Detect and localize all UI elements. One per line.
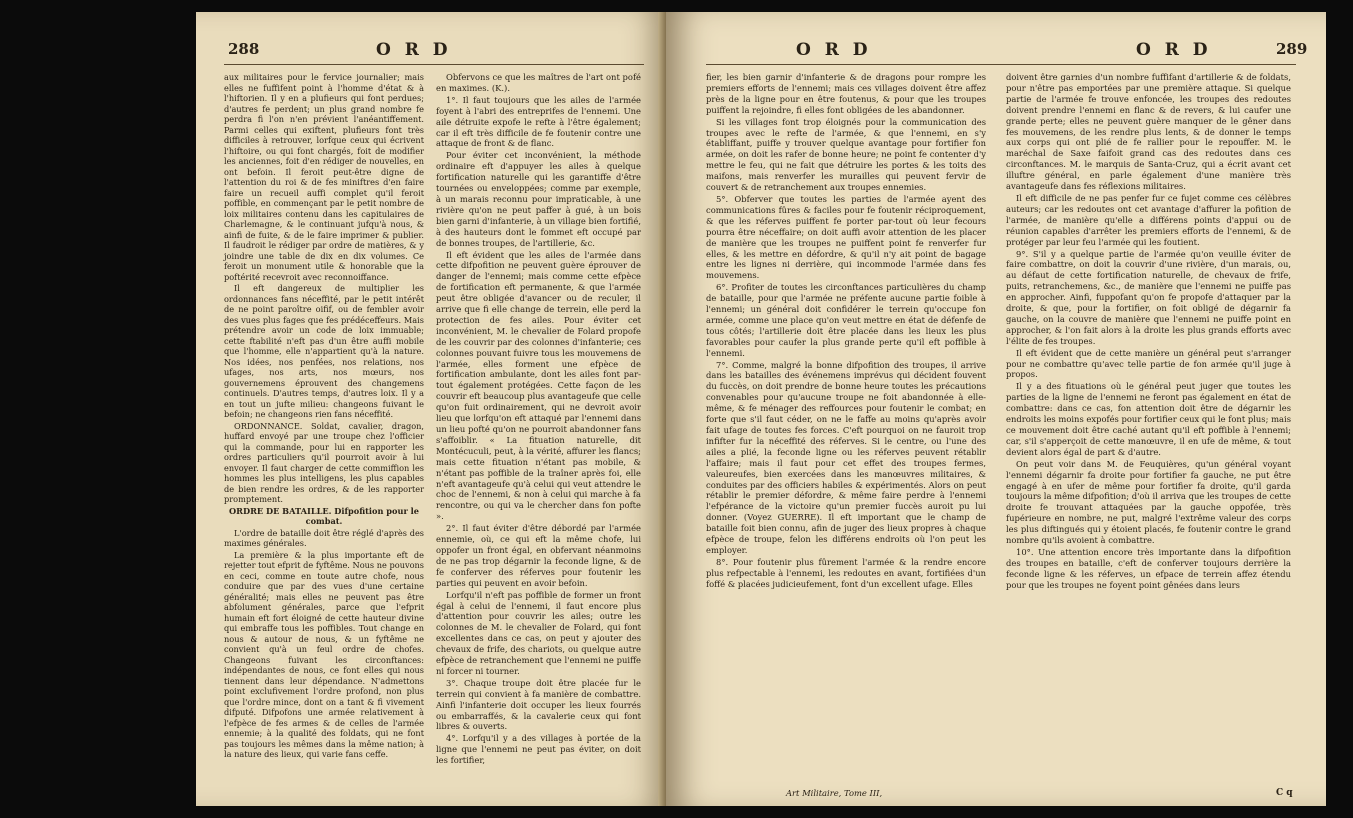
text-column-1	[706, 72, 986, 591]
running-header: O R D	[1136, 40, 1212, 60]
running-header: O R D	[796, 40, 872, 60]
paragraph: Lorfqu'il n'eft pas poffible de former un front égal à celui de l'ennemi, il faut encore plus d'attention pour couvrir les ailes; outre les colonnes de M. le chevalier de Folard, qui font excellentes dans ce cas, on peut y ajouter des chevaux de frife, des chariots, ou quelque autre efpèce de retranchement que l'ennemi ne puiffe ni forcer ni tourner.	[436, 589, 641, 676]
paragraph: Pour éviter cet inconvénient, la méthode ordinaire eft d'appuyer les ailes à quelque fortification naturelle qui les garantiffe d'être tournées ou enveloppées; comme par exemple, à un marais reconnu pour impraticable, à une rivière qu'on ne peut paffer à gué, à un bois bien garni d'infanterie, à un village bien fortifié, à des hauteurs dont le fommet eft occupé par de bonnes troupes, de l'artillerie, &c.	[436, 150, 641, 248]
paragraph: Obfervons ce que les maîtres de l'art ont pofé en maximes. (K.).	[436, 72, 641, 93]
open-book	[196, 12, 1326, 808]
header-rule	[706, 64, 1296, 65]
text-column-2	[1006, 72, 1291, 592]
paragraph: 9°. S'il y a quelque partie de l'armée qu'on veuille éviter de faire combattre, on doit la couvrir d'une rivière, d'un marais, ou, au défaut de cette fortification naturelle, de chevaux de frife, puits, retranchemens, &c., de manière que l'ennemi ne puiffe pas en approcher. Ainfi, fuppofant qu'on fe propofe d'attaquer par la droite, & que, pour la fortifier, on foit obligé de dégarnir fa gauche, on la couvre de manière que l'ennemi ne puiffe point en approcher, & l'on fait alors à la droite les plus grands efforts avec l'élite de fes troupes.	[1006, 248, 1291, 346]
left-page	[196, 12, 666, 806]
paragraph: Il eft évident que les ailes de l'armée dans cette difpofition ne peuvent guère éprouver de danger de l'ennemi; mais comme cette efpèce de fortification eft permanente, & que l'armée peut être obligée d'avancer ou de reculer, il arrive que fi elle change de terrein, elle perd la protection de fes ailes. Pour éviter cet inconvénient, M. le chevalier de Folard propofe de les couvrir par des colonnes d'infanterie; ces colonnes pouvant fuivre tous les mouvemens de l'armée, elles forment une efpèce de fortification ambulante, dont les ailes font par-tout également protégées. Cette façon de les couvrir eft beaucoup plus avantageufe que celle qu'on fuit ordinairement, qui ne devroit avoir lieu que lorfqu'on eft attaqué par l'ennemi dans un lieu pofté qu'on ne pourroit abandonner fans s'affoiblir. « La fituation naturelle, dit Montécuculi, peut, à la vérité, affurer les flancs; mais cette fituation n'étant pas mobile, & n'étant pas poffible de la traîner après foi, elle n'eft avantageufe qu'à celui qui veut attendre le choc de l'ennemi, & non à celui qui marche à fa rencontre, ou qui va le chercher dans fon pofte ».	[436, 249, 641, 522]
paragraph: fier, les bien garnir d'infanterie & de dragons pour rompre les premiers efforts de l'ennemi; mais ces villages doivent être affez près de la ligne pour en être foutenus, & pour que les troupes puiffent la rejoindre, fi elles font obligées de les abandonner.	[706, 72, 986, 115]
section-heading: ORDRE DE BATAILLE. Difpofition pour le combat.	[229, 505, 419, 526]
running-header: O R D	[376, 40, 452, 60]
paragraph: Il y a des fituations où le général peut juger que toutes les parties de la ligne de l'ennemi ne feront pas également en état de combattre: dans ce cas, fon attention doit être de dégarnir les endroits les moins expofés pour fortifier ceux qui le font plus; mais ce mouvement doit être caché autant qu'il eft poffible à l'ennemi; car, s'il s'apperçoit de cette manœuvre, il en ufe de même, & tout devient alors égal de part & d'autre.	[1006, 381, 1291, 457]
signature-mark: C q	[1276, 788, 1293, 798]
paragraph: 10°. Une attention encore très importante dans la difpofition des troupes en bataille, c'eft de conferver toujours derrière la feconde ligne & les réferves, un efpace de terrein affez étendu pour que les troupes ne foyent point gênées dans leurs	[1006, 546, 1291, 590]
header-rule	[224, 64, 644, 65]
paragraph: 6°. Profiter de toutes les circonftances particulières du champ de bataille, pour que l'armée ne préfente aucune partie foible à l'ennemi; un général doit confidérer le terrein qu'occupe fon armée, comme une place qu'on veut mettre en état de défenfe de tous côtés; l'artillerie doit être placée dans les lieux les plus favorables pour caufer la plus grande perte qu'il eft poffible à l'ennemi.	[706, 282, 986, 358]
paragraph: 5°. Obferver que toutes les parties de l'armée ayent des communications fûres & faciles pour fe foutenir réciproquement, & que les réferves puiffent fe porter par-tout où leur fecours pourra être néceffaire; on doit auffi avoir attention de les placer de manière que les troupes ne puiffent point fe renverfer fur elles, & les mettre en défordre, & qu'il n'y ait point de bagage entre les lignes ni derrière, qui incommode l'armée dans fes mouvemens.	[706, 193, 986, 281]
paragraph: On peut voir dans M. de Feuquières, qu'un général voyant l'ennemi dégarnir fa droite pour fortifier fa gauche, ne put être engagé à en ufer de même pour fortifier fa droite, qu'il garda toujours la même difpofition; d'où il arriva que les troupes de cette droite fe trouvant attaquées par la gauche oppofée, très fupérieure en nombre, ne put, malgré l'extrême valeur des corps les plus diftingués qui y étoient placés, fe foutenir contre le grand nombre qu'ils avoient à combattre.	[1006, 458, 1291, 546]
paragraph: La première & la plus importante eft de rejetter tout efprit de fyftême. Nous ne pouvons en ceci, comme en toute autre chofe, nous conduire que par des vues d'une certaine généralité; mais elles ne peuvent pas être abfolument générales, parce que l'efprit humain eft fort éloigné de cette hauteur divine qui embraffe tous les poffibles. Tout change en nous & autour de nous, & un fyftême ne convient qu'à un feul ordre de chofes. Changeons fuivant les circonftances: indépendantes de nous, ce font elles qui nous tiennent dans leur dépendance. N'admettons point exclufivement l'ordre profond, non plus que l'ordre mince, dont on a tant & fi vivement difputé. Difpofons une armée relativement à l'efpèce de fes armes & de celles de l'armée ennemie; à la qualité des foldats, qui ne font pas toujours les mêmes dans la même nation; à la nature des lieux, qui varie fans ceffe.	[224, 549, 424, 759]
paragraph: aux militaires pour le fervice journalier; mais elles ne fuffifent point à l'homme d'état & à l'hiftorien. Il y en a plufieurs qui font perdues; d'autres fe perdent; un plus grand nombre fe perdra fi l'on n'en prévient l'anéantiffement. Parmi celles qui exiftent, plufieurs font très difficiles à retrouver, lorfque ceux qui écrivent l'hiftoire, ou qui font chargés, foit de modifier les anciennes, foit d'en rédiger de nouvelles, en ont befoin. Il feroit peut-être digne de l'attention du roi & de fes miniftres d'en faire faire un recueil auffi complet qu'il feroit poffible, en commençant par le petit nombre de loix militaires contenu dans les capitulaires de Charlemagne, & le continuant jufqu'à nous, & ainfi de fuite, & de le faire imprimer & publier. Il faudroit le rédiger par ordre de matières, & y joindre une table de dix en dix volumes. Ce feroit un monument utile & honorable que la poftérité recevroit avec reconnoiffance.	[224, 72, 424, 282]
paragraph: 8°. Pour foutenir plus fûrement l'armée & la rendre encore plus refpectable à l'ennemi, les redoutes en avant, fortifiées d'un foffé & placées judicieufement, font d'un excellent ufage. Elles	[706, 556, 986, 589]
paragraph: ORDONNANCE. Soldat, cavalier, dragon, huffard envoyé par une troupe chez l'officier qui la commande, pour lui en rapporter les ordres particuliers qu'il pourroit avoir à lui envoyer. Il faut charger de cette commiffion les hommes les plus intelligens, les plus capables de bien rendre les ordres, & de les rapporter promptement.	[224, 420, 424, 504]
page-number: 288	[228, 40, 260, 58]
paragraph: Il eft dangereux de multiplier les ordonnances fans néceffité, par le petit intérêt de ne point paroître oifif, ou de fembler avoir des vues plus fages que fes prédéceffeurs. Mais prétendre avoir un code de loix immuable; cette ftabilité n'eft pas d'un être auffi mobile que l'homme, elle n'appartient qu'à la nature. Nos idées, nos penfées, nos relations, nos ufages, nos arts, nos mœurs, nos gouvernemens éprouvent des changemens continuels. D'autres temps, d'autres loix. Il y a en tout un jufte milieu: changeons fuivant le befoin; ne changeons rien fans néceffité.	[224, 283, 424, 419]
paragraph: 1°. Il faut toujours que les ailes de l'armée foyent à l'abri des entreprifes de l'ennemi. Une aile détruite expofe le refte à l'être également; car il eft très difficile de fe foutenir contre une attaque de front & de flanc.	[436, 94, 641, 149]
paragraph: 3°. Chaque troupe doit être placée fur le terrein qui convient à fa manière de combattre. Ainfi l'infanterie doit occuper les lieux fourrés ou embarraffés, & la cavalerie ceux qui font libres & ouverts.	[436, 677, 641, 732]
paragraph: 7°. Comme, malgré la bonne difpofition des troupes, il arrive dans les batailles des événemens imprévus qui décident fouvent du fuccès, on doit prendre de bonne heure toutes les précautions convenables pour qu'aucune troupe ne foit abandonnée à elle-même, & fe ménager des reffources pour foutenir le combat; en forte que s'il faut céder, on ne le faffe au moins qu'après avoir fait ufage de toutes fes forces. C'eft pourquoi on ne fauroit trop infifter fur la néceffité des réferves. Si le centre, ou l'une des ailes a plié, la feconde ligne ou les réferves peuvent rétablir l'affaire; mais il faut pour cet effet des troupes fermes, valeureufes, bien exercées dans les manœuvres militaires, & conduites par des officiers habiles & expérimentés. Alors on peut rétablir le premier défordre, & même faire perdre à l'ennemi l'efpérance de la victoire qu'un premier fuccès auroit pu lui donner. (Voyez GUERRE). Il eft important que le champ de bataille foit bien connu, afin de juger des lieux propres à chaque efpèce de troupe, felon les différens endroits où l'on peut les employer.	[706, 359, 986, 555]
paragraph: 2°. Il faut éviter d'être débordé par l'armée ennemie, où, ce qui eft la même chofe, lui oppofer un front égal, en obfervant néanmoins de ne pas trop dégarnir la feconde ligne, & de fe conferver des réferves pour foutenir les parties qui peuvent en avoir befoin.	[436, 523, 641, 588]
footer-title: Art Militaire, Tome III,	[786, 788, 883, 798]
paragraph: Il eft évident que de cette manière un général peut s'arranger pour ne combattre qu'avec telle partie de fon armée qu'il juge à propos.	[1006, 347, 1291, 380]
paragraph: doivent être garnies d'un nombre fuffifant d'artillerie & de foldats, pour n'être pas emportées par une première attaque. Si quelque partie de l'armée fe trouve enfoncée, les troupes des redoutes doivent prendre l'ennemi en flanc & de revers, & lui caufer une grande perte; elles ne peuvent guère manquer de le gêner dans fes mouvemens, de les rendre plus lents, & de donner le temps aux corps qui ont plié de fe rallier pour le repouffer. M. le maréchal de Saxe faifoit grand cas des redoutes dans ces circonftances. M. le marquis de Santa-Cruz, qui a écrit avant cet illuftre général, en parle également d'une manière très avantageufe dans fes réflexions militaires.	[1006, 72, 1291, 192]
right-page	[666, 12, 1326, 806]
text-column-2	[436, 72, 641, 767]
text-column-1	[224, 72, 424, 761]
paragraph: L'ordre de bataille doit être réglé d'après des maximes générales.	[224, 527, 424, 548]
paragraph: 4°. Lorfqu'il y a des villages à portée de la ligne que l'ennemi ne peut pas éviter, on doit les fortifier,	[436, 733, 641, 766]
paragraph: Il eft difficile de ne pas penfer fur ce fujet comme ces célèbres auteurs; car les redoutes ont cet avantage d'affurer la pofition de l'armée, de manière qu'elle a différens points d'appui ou de réunion capables d'arrêter les premiers efforts de l'ennemi, & de protéger par leur feu l'armée qui les foutient.	[1006, 192, 1291, 247]
page-number: 289	[1276, 40, 1308, 58]
paragraph: Si les villages font trop éloignés pour la communication des troupes avec le refte de l'armée, & que l'ennemi, en s'y établiffant, puiffe y trouver quelque avantage pour fortifier fon armée, on doit les rafer de bonne heure; ne point fe contenter d'y mettre le feu, qui ne fait que détruire les portes & les toits des maifons, mais renverfer les murailles qui peuvent fervir de couvert & de retranchement aux troupes ennemies.	[706, 116, 986, 193]
